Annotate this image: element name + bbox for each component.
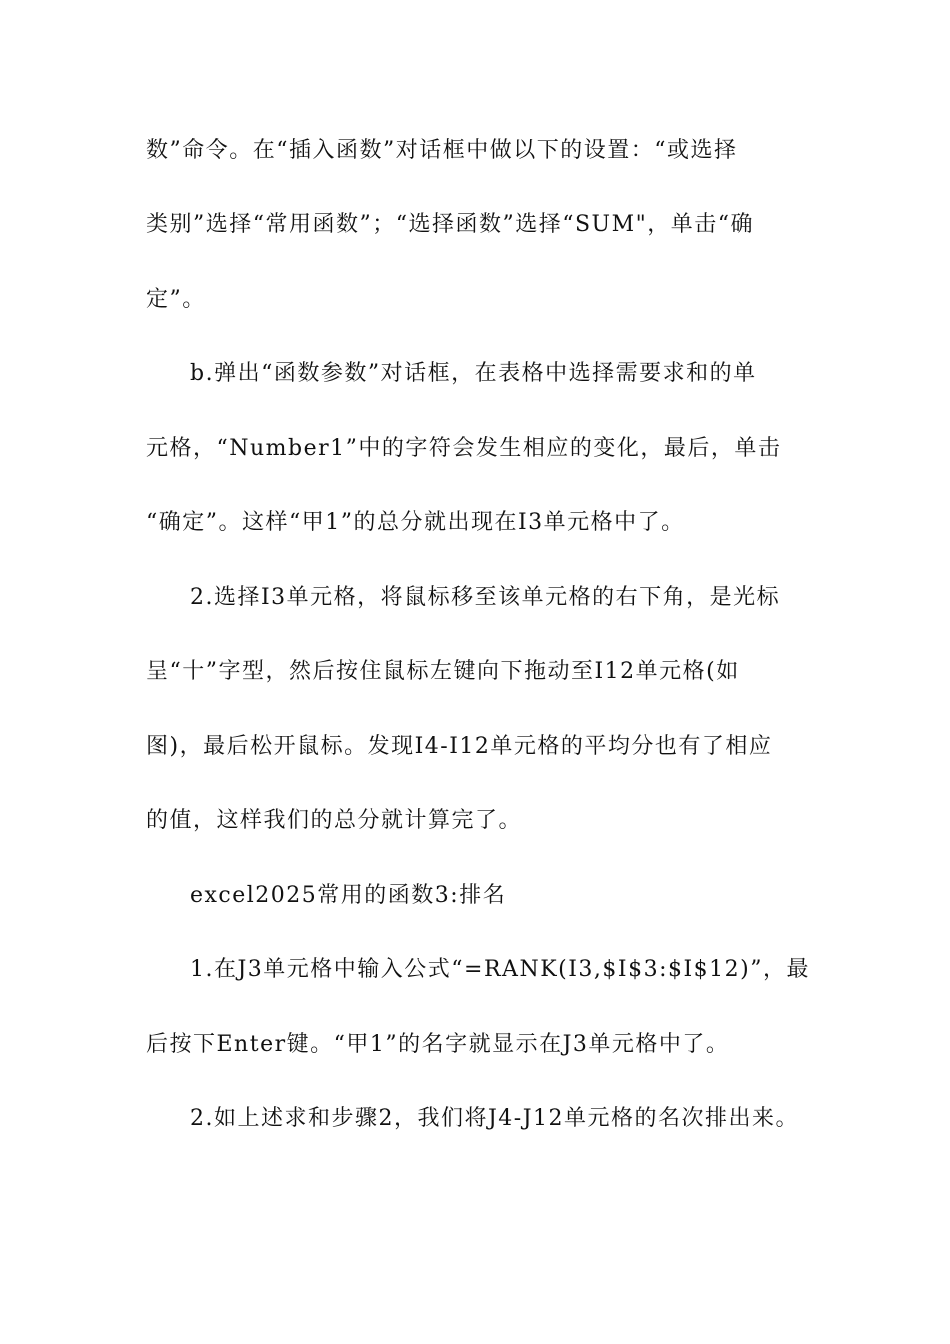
paragraph-start-line: b.弹出“函数参数”对话框，在表格中选择需要求和的单 bbox=[190, 361, 757, 386]
text-line: 的值，这样我们的总分就计算完了。 bbox=[146, 808, 523, 833]
text-line: 类别”选择“常用函数”；“选择函数”选择“SUM"，单击“确 bbox=[146, 212, 754, 237]
paragraph-start-line: 2.如上述求和步骤2，我们将J4-J12单元格的名次排出来。 bbox=[190, 1106, 800, 1131]
text-line: 数”命令。在“插入函数”对话框中做以下的设置：“或选择 bbox=[146, 138, 738, 163]
text-line: 定”。 bbox=[146, 287, 206, 312]
text-line: 图)，最后松开鼠标。发现I4-I12单元格的平均分也有了相应 bbox=[146, 734, 773, 759]
text-line: 呈“十”字型，然后按住鼠标左键向下拖动至I12单元格(如 bbox=[146, 659, 740, 684]
text-line: 元格，“Number1”中的字符会发生相应的变化，最后，单击 bbox=[146, 436, 782, 461]
text-line: 后按下Enter键。“甲1”的名字就显示在J3单元格中了。 bbox=[146, 1032, 730, 1057]
section-heading: excel2025常用的函数3:排名 bbox=[190, 883, 507, 908]
text-line: “确定”。这样“甲1”的总分就出现在I3单元格中了。 bbox=[146, 510, 685, 535]
paragraph-start-line: 1.在J3单元格中输入公式“=RANK(I3,$I$3:$I$12)”，最 bbox=[190, 957, 810, 982]
paragraph-start-line: 2.选择I3单元格，将鼠标移至该单元格的右下角，是光标 bbox=[190, 585, 781, 610]
